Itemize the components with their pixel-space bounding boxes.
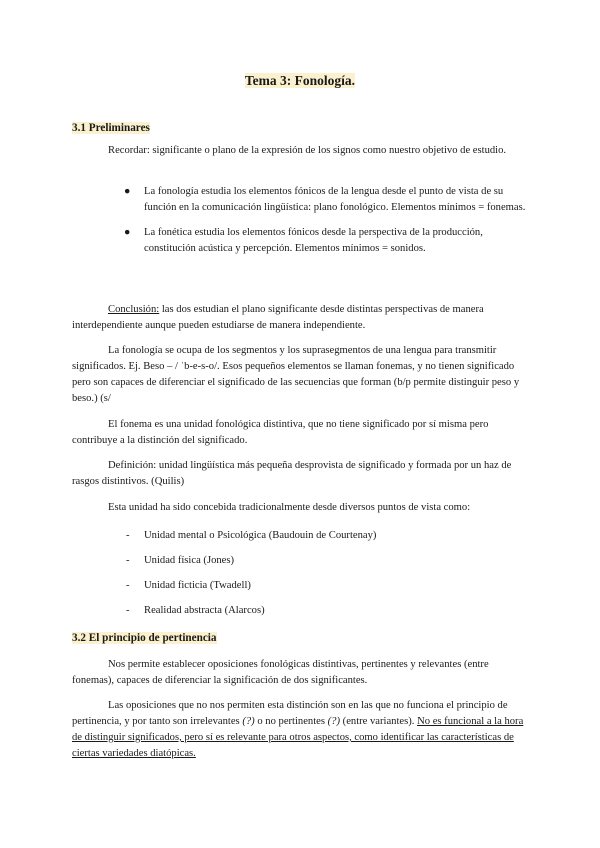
paragraph-fonologia <box>72 343 530 407</box>
paragraph-oposiciones <box>72 657 530 689</box>
list-item-text: La fonología estudia los elementos fónicos de la lengua desde el punto de vista de su función en la comunicación lingüística: plano fonológico. Elementos mínimos = fonemas. <box>144 186 526 213</box>
bullet-icon: ● <box>124 227 131 238</box>
list-item-text: Unidad mental o Psicológica (Baudouin de Courtenay) <box>144 530 377 541</box>
list-item <box>124 184 534 216</box>
paragraph-text: Recordar: significante o plano de la expresión de los signos como nuestro objetivo de estudio. <box>108 145 507 156</box>
paragraph-unidad <box>72 500 530 516</box>
section-heading-preliminares <box>72 120 150 136</box>
paragraph-text: Nos permite establecer oposiciones fonológicas distintivas, pertinentes y relevantes (entre fonemas), capaces de diferenciar la significación de dos significantes. <box>72 659 489 686</box>
paragraph-text: (entre variantes). <box>340 716 415 727</box>
underlined-note: No es funcional a la hora de distinguir significados, pero sí es relevante para otros aspectos, como identificar las características de ciertas variedades diatópicas. <box>72 716 524 759</box>
dash-icon: - <box>126 580 130 591</box>
question-mark-note: (?) <box>242 716 255 727</box>
list-item <box>126 553 534 578</box>
section-heading-pertinencia <box>72 630 217 646</box>
list-item-text: Unidad física (Jones) <box>144 555 235 566</box>
list-item-text: Realidad abstracta (Alarcos) <box>144 605 265 616</box>
paragraph-no-pertinencia <box>72 698 530 762</box>
conclusion-text: las dos estudian el plano significante desde distintas perspectivas de manera interdependiente aunque pueden estudiarse de manera independiente. <box>72 304 484 331</box>
paragraph-conclusion <box>72 302 530 334</box>
question-mark-note: (?) <box>327 716 341 727</box>
section-heading-text: 3.1 Preliminares <box>72 122 150 134</box>
paragraph-fonema <box>72 417 530 449</box>
dash-icon: - <box>126 530 130 541</box>
bullet-list <box>124 184 534 266</box>
page-title-text: Tema 3: Fonología. <box>244 73 356 88</box>
dash-icon: - <box>126 555 130 566</box>
list-item-text: La fonética estudia los elementos fónicos desde la perspectiva de la producción, constitución acústica y percepción. Elementos mínimos = sonidos. <box>144 227 483 254</box>
paragraph-recordar <box>72 143 530 159</box>
paragraph-text: El fonema es una unidad fonológica distintiva, que no tiene significado por sí misma pero contribuye a la distinción del significado. <box>72 419 489 446</box>
list-item <box>124 225 534 257</box>
page-title <box>0 72 600 90</box>
list-item-text: Unidad ficticia (Twadell) <box>144 580 251 591</box>
conclusion-label: Conclusión: <box>108 304 160 315</box>
paragraph-text: La fonología se ocupa de los segmentos y los suprasegmentos de una lengua para transmitir significados. Ej. Beso – / ˈb-e-s-o/. Esos pequeños elementos se llaman fonemas, y no tienen significado pero son capaces de diferenciar el significado de las secuencias que forman (b/p permite distinguir peso y beso.) (s/ <box>72 345 520 404</box>
list-item <box>126 578 534 603</box>
list-item <box>126 603 534 628</box>
section-heading-text: 3.2 El principio de pertinencia <box>72 632 217 644</box>
paragraph-text: Definición: unidad lingüística más pequeña desprovista de significado y formada por un haz de rasgos distintivos. (Quilis) <box>72 460 512 487</box>
dash-list <box>126 528 534 628</box>
paragraph-text: Esta unidad ha sido concebida tradicionalmente desde diversos puntos de vista como: <box>108 502 471 513</box>
bullet-icon: ● <box>124 186 131 197</box>
dash-icon: - <box>126 605 130 616</box>
paragraph-definicion <box>72 458 530 490</box>
paragraph-text: o no pertinentes <box>254 716 328 727</box>
paragraph-text: Las oposiciones que no nos permiten esta distinción son en las que no funciona el principio de pertinencia, y por tanto son irrelevantes <box>72 700 508 727</box>
list-item <box>126 528 534 553</box>
